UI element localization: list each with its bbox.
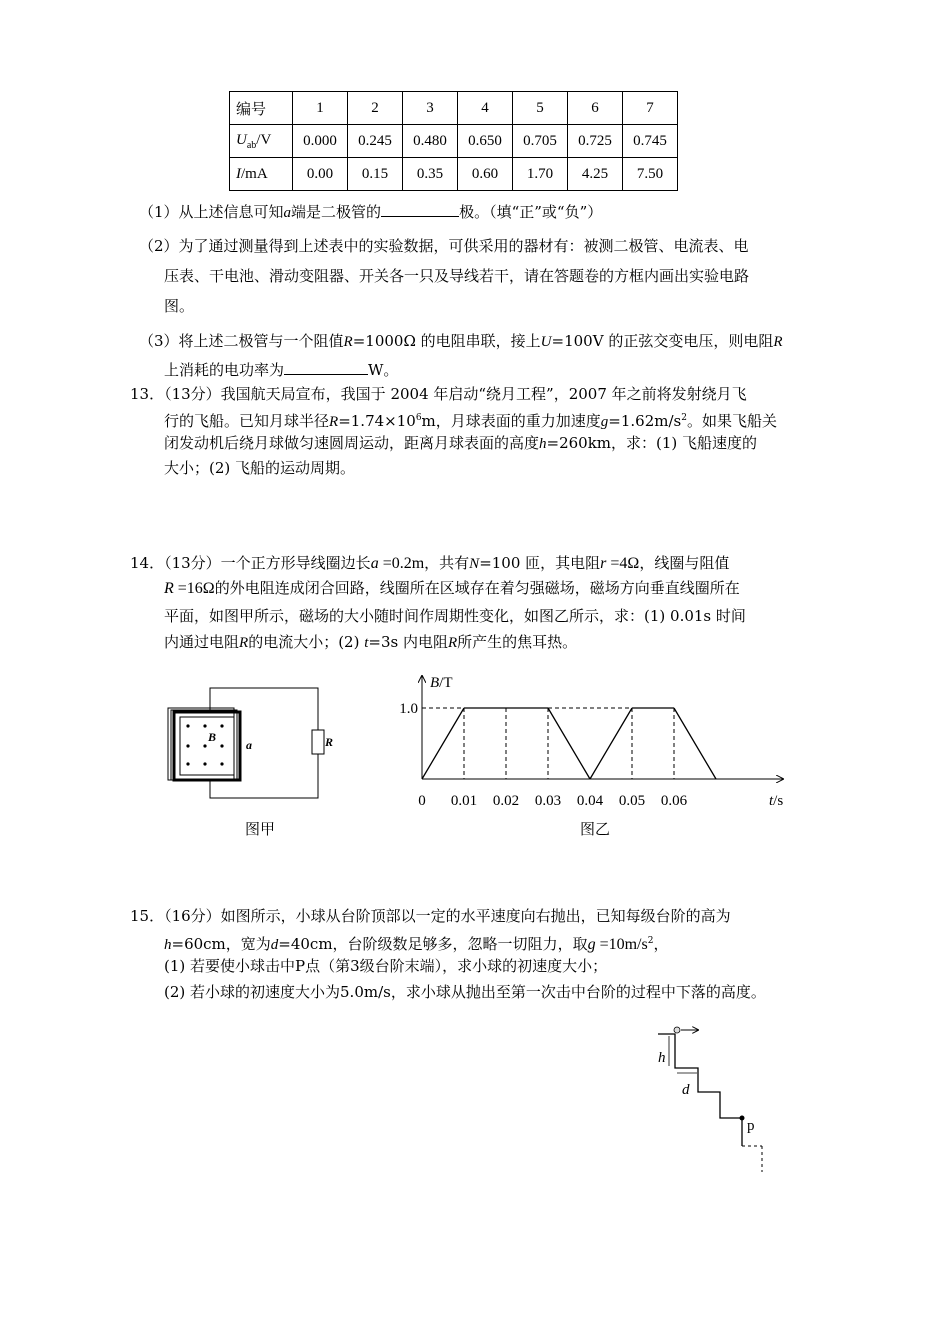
side-label-a: a <box>246 738 252 752</box>
series-segment <box>674 708 716 779</box>
series-segment <box>422 708 464 779</box>
point-p-icon <box>740 1116 745 1121</box>
ball-icon <box>674 1027 680 1033</box>
q13-line1: 13．（13分）我国航天局宣布，我国于 2004 年启动“绕月工程”，2007 年之前将发射绕月飞 <box>130 385 747 403</box>
q14-line2: R =16Ω的外电阻连成闭合回路，线圈所在区域存在着匀强磁场，磁场方向垂直线圈所在 <box>164 579 740 597</box>
table-header-row <box>230 92 678 125</box>
q12-part2-line3: 图。 <box>164 297 195 315</box>
q12-part2-line2: 压表、干电池、滑动变阻器、开关各一只及导线若干，请在答题卷的方框内画出实验电路 <box>164 267 750 285</box>
q14-line4: 内通过电阻R的电流大小；(2) t=3s 内电阻R所产生的焦耳热。 <box>164 633 578 651</box>
q12-part2-line1: （2）为了通过测量得到上述表中的实验数据，可供采用的器材有：被测二极管、电流表、电 <box>139 237 749 255</box>
x-tick-label: 0 <box>418 793 426 809</box>
q15-line4: (2) 若小球的初速度大小为5.0m/s，求小球从抛出至第一次击中台阶的过程中下落的高度。 <box>164 983 766 1001</box>
answer-blank[interactable] <box>381 202 459 217</box>
magnetic-field-dots <box>186 724 223 765</box>
x-tick-label: 0.03 <box>534 793 562 809</box>
table-cell: 5 <box>513 92 568 125</box>
coil-square <box>174 712 240 780</box>
table-cell: 0.60 <box>458 158 513 191</box>
table-row <box>230 125 678 158</box>
b-t-chart <box>395 668 805 813</box>
table-cell: 0.480 <box>403 125 458 158</box>
q13-line2: 行的飞船。已知月球半径$R=1.74\times 10^6m$，月球表面的重力加速度$g=1.62m/s^2$。如果飞船关 <box>164 412 777 430</box>
x-tick-label: 0.01 <box>450 793 478 809</box>
q13-line4: 大小；(2) 飞船的运动周期。 <box>164 459 356 477</box>
table-cell: 0.705 <box>513 125 568 158</box>
table-cell: 6 <box>568 92 623 125</box>
series-segment <box>548 708 590 779</box>
staircase-figure <box>650 1020 770 1180</box>
table-cell: 0.745 <box>623 125 678 158</box>
label-p: p <box>747 1118 755 1134</box>
table-cell: 0.000 <box>293 125 348 158</box>
q15-line3: (1) 若要使小球击中P点（第3级台阶末端），求小球的初速度大小； <box>164 957 608 975</box>
table-cell: 0.35 <box>403 158 458 191</box>
table-cell: 0.245 <box>348 125 403 158</box>
q14-line1: 14．（13分）一个正方形导线圈边长a =0.2m，共有N=100 匝，其电阻r =4Ω，线圈与阻值 <box>130 554 730 572</box>
table-cell: 7.50 <box>623 158 678 191</box>
q13-line3: 闭发动机后绕月球做匀速圆周运动，距离月球表面的高度h=260km，求：(1) 飞船速度的 <box>164 434 758 452</box>
coil-circuit-figure <box>160 680 340 810</box>
resistor-label-R: R <box>325 735 334 749</box>
row-label-voltage: $U_{ab}/V$ <box>230 125 293 158</box>
table-cell: 1 <box>293 92 348 125</box>
label-d: d <box>682 1082 690 1098</box>
label-h: h <box>658 1050 666 1066</box>
table-cell: 编号 <box>230 92 293 125</box>
table-cell: 0.650 <box>458 125 513 158</box>
table-cell: 2 <box>348 92 403 125</box>
q15-line1: 15．（16分）如图所示，小球从台阶顶部以一定的水平速度向右抛出，已知每级台阶的高为 <box>130 907 731 925</box>
x-tick-label: 0.04 <box>576 793 604 809</box>
y-axis-label: B/T <box>430 675 453 691</box>
x-axis-label: t/s <box>769 793 784 809</box>
figure-b-caption: 图乙 <box>580 820 611 838</box>
table-cell: 0.725 <box>568 125 623 158</box>
y-tick-label: 1.0 <box>399 701 418 717</box>
x-tick-label: 0.05 <box>618 793 646 809</box>
wire-top <box>210 688 318 730</box>
table-cell: 7 <box>623 92 678 125</box>
stairs-outline <box>658 1034 742 1146</box>
field-label-B: B <box>208 730 217 744</box>
q14-line3: 平面，如图甲所示，磁场的大小随时间作周期性变化，如图乙所示，求：(1) 0.01s 时间 <box>164 607 746 625</box>
q15-line2: h=60cm，宽为d=40cm，台阶级数足够多，忽略一切阻力，取$g =10m/s^2$， <box>164 935 669 953</box>
table-row <box>230 158 678 191</box>
resistor <box>312 730 324 754</box>
q12-part3-line1: （3）将上述二极管与一个阻值R=1000Ω 的电阻串联，接上U=100V 的正弦交变电压，则电阻R <box>139 332 783 350</box>
diode-data-table <box>229 91 678 191</box>
table-cell: 0.00 <box>293 158 348 191</box>
table-cell: 1.70 <box>513 158 568 191</box>
row-label-current: I/mA <box>230 158 293 191</box>
wire-bottom <box>210 754 318 798</box>
table-cell: 4.25 <box>568 158 623 191</box>
x-tick-label: 0.02 <box>492 793 520 809</box>
table-cell: 4 <box>458 92 513 125</box>
coil-outline-back <box>168 708 234 780</box>
table-cell: 0.15 <box>348 158 403 191</box>
figure-a-caption: 图甲 <box>245 820 276 838</box>
q12-part1: （1）从上述信息可知a端是二极管的 极。（填“正”或“负”） <box>139 203 603 221</box>
x-tick-label: 0.06 <box>660 793 688 809</box>
series-segment <box>590 708 632 779</box>
table-cell: 3 <box>403 92 458 125</box>
answer-blank[interactable] <box>284 360 368 375</box>
q12-part3-line2: 上消耗的电功率为 W。 <box>164 361 399 379</box>
